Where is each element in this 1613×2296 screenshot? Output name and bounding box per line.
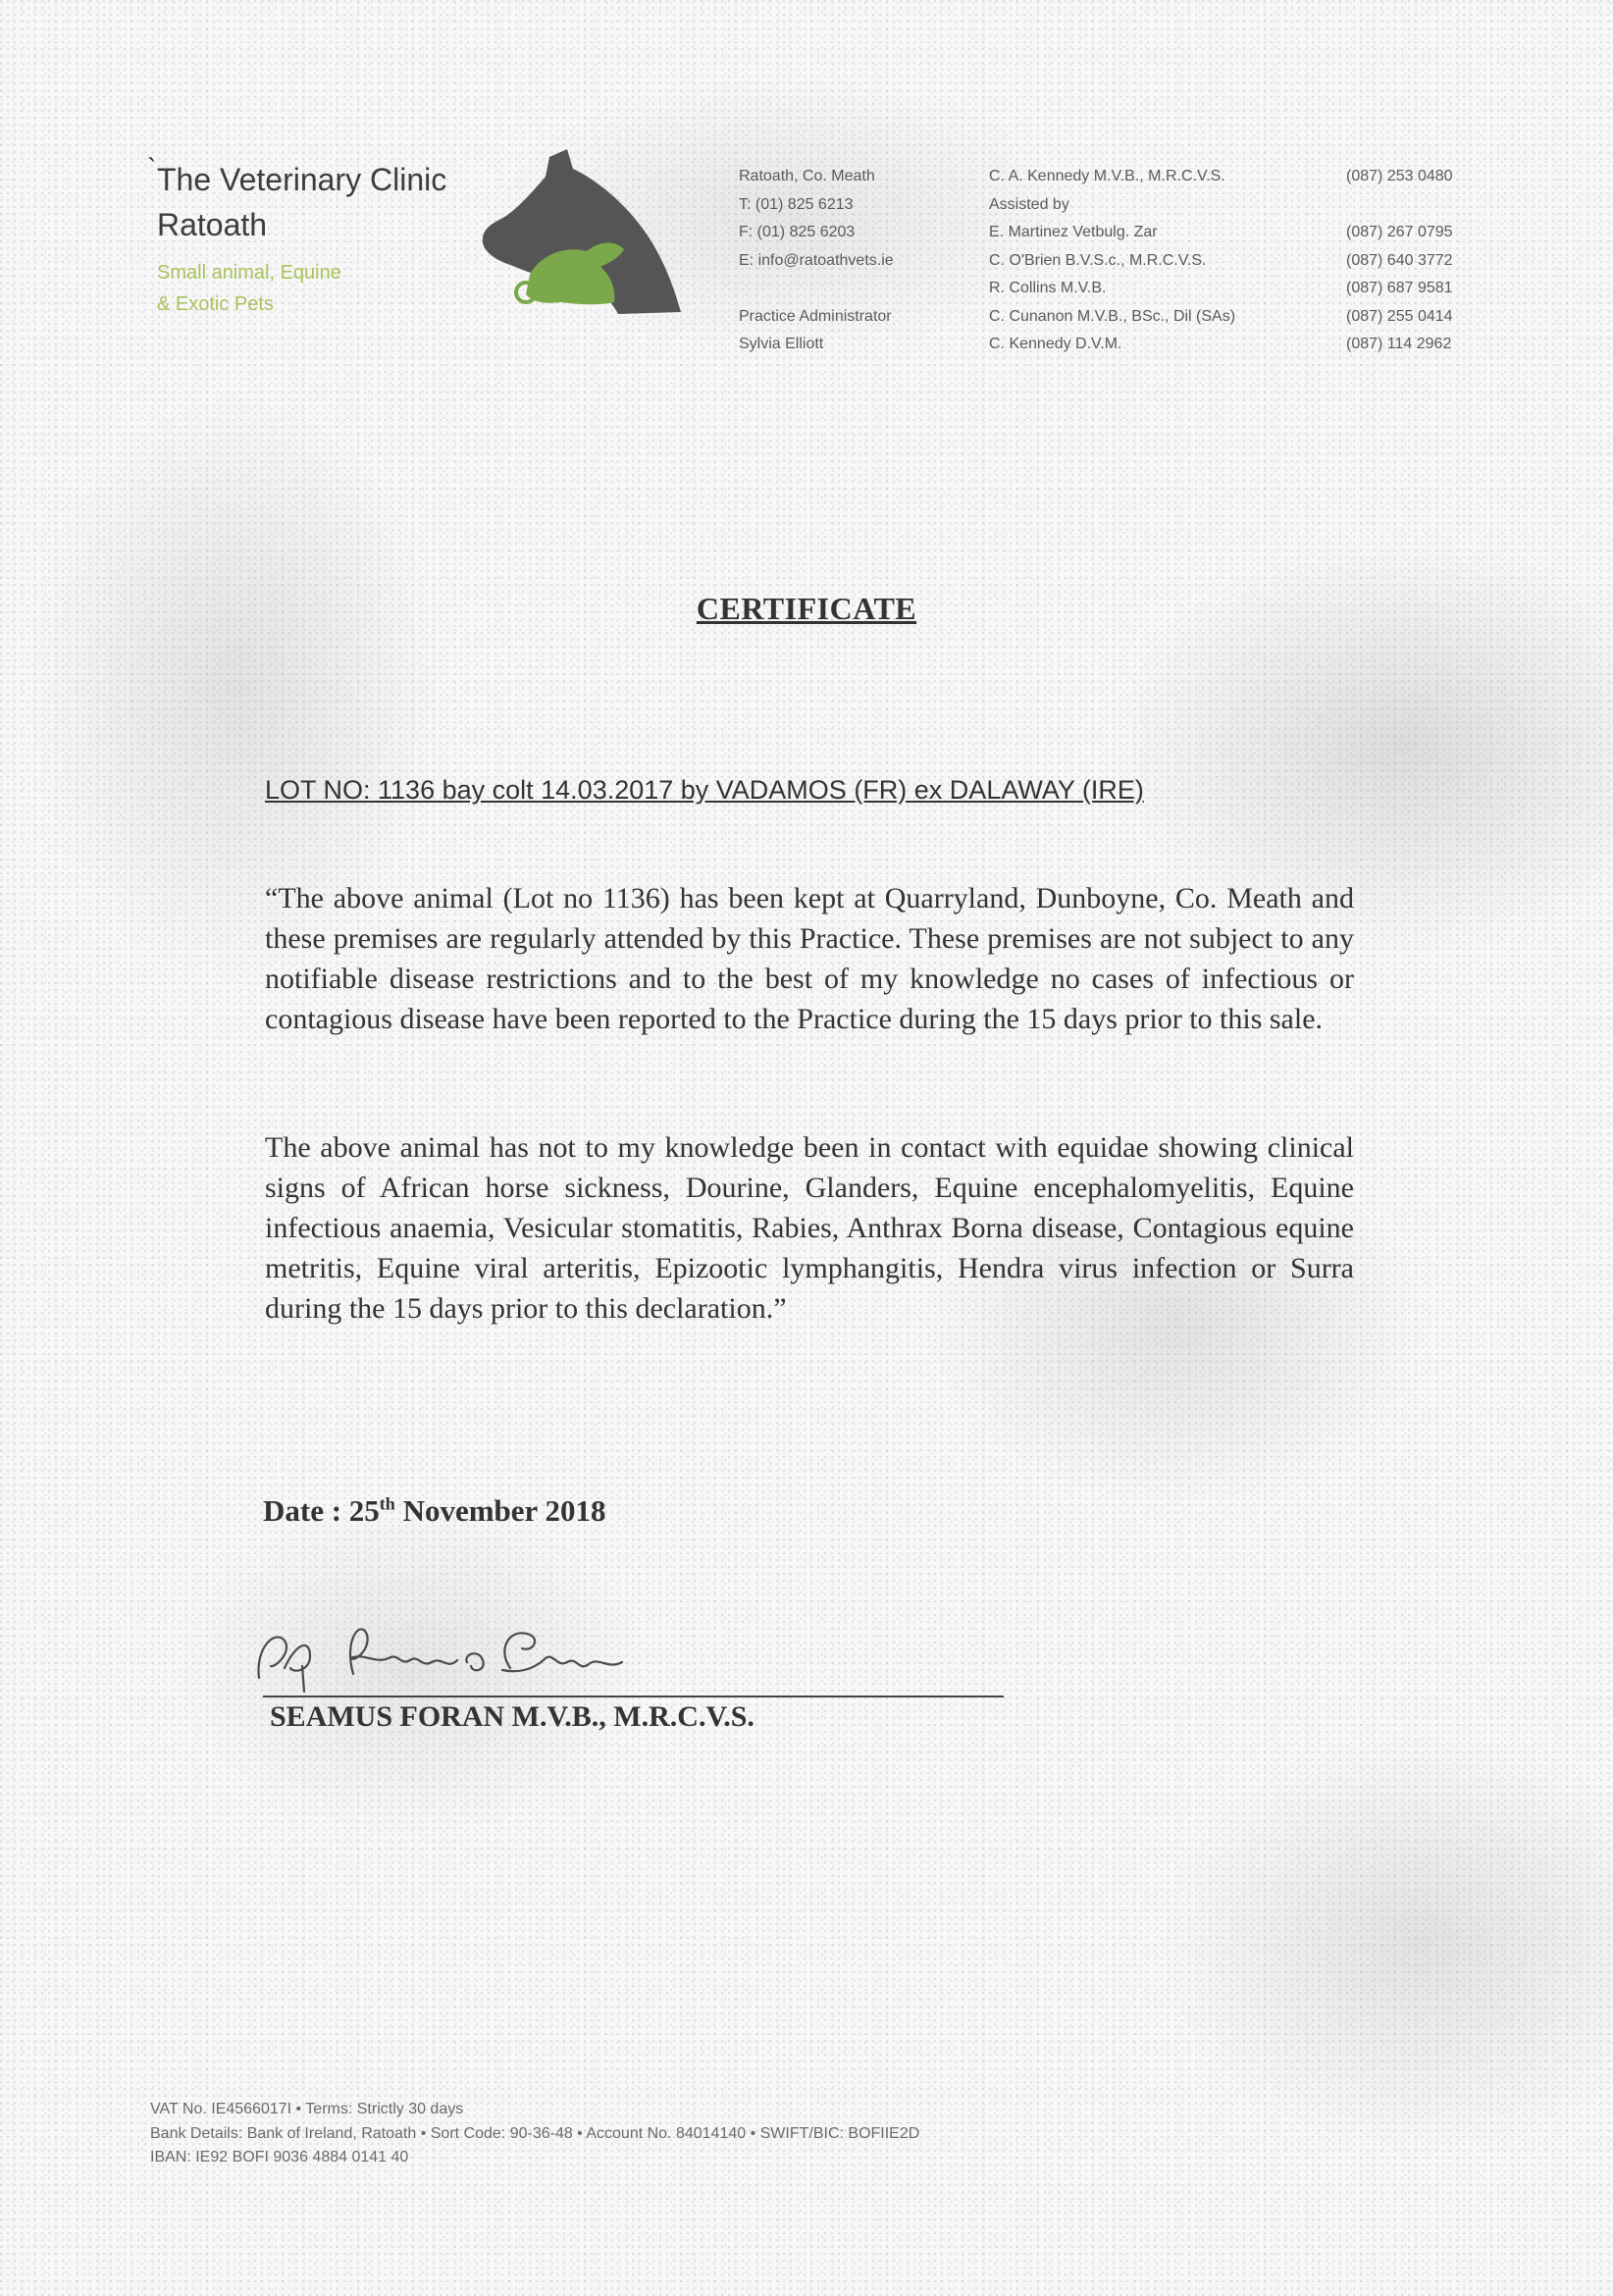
phone-line: T: (01) 825 6213: [739, 195, 854, 213]
fax-line: F: (01) 825 6203: [739, 224, 856, 240]
tagline-line2: & Exotic Pets: [157, 293, 274, 315]
vet-phone: (087) 267 0795: [1346, 224, 1453, 240]
tick-mark: `: [147, 153, 157, 183]
vet-phone: (087) 687 9581: [1346, 280, 1453, 296]
email-line: E: info@ratoathvets.ie: [739, 251, 894, 269]
vet-name: C. Kennedy D.V.M.: [989, 336, 1122, 352]
declaration-paragraph-2: The above animal has not to my knowledge been in contact with equidae showing clinical signs of African horse sickness, Dourine, Glanders, Equine encephalomyelitis, Equine infectious anaemia, Vesicular stomatitis, Rabies, Anthrax Borna disease, Contagious equine metritis, Equine viral arteritis, Epizootic lymphangitis, Hendra virus infection or Surra during the 15 days prior to this declaration.”: [265, 1131, 1354, 1325]
administrator-name: Sylvia Elliott: [739, 336, 824, 352]
tagline-line1: Small animal, Equine: [157, 262, 341, 284]
vet-name: C. A. Kennedy M.V.B., M.R.C.V.S.: [989, 168, 1225, 184]
footer-bank-line: Bank Details: Bank of Ireland, Ratoath • Sort Code: 90-36-48 • Account No. 84014140 • SWIFT/BIC: BOFIIE2D: [150, 2124, 920, 2142]
vet-name: C. O'Brien B.V.S.c., M.R.C.V.S.: [989, 251, 1207, 269]
vet-name: R. Collins M.V.B.: [989, 280, 1107, 296]
vet-phone: (087) 255 0414: [1346, 307, 1453, 325]
clinic-name: [157, 157, 446, 247]
certificate-date: [263, 1493, 605, 1529]
vet-name: E. Martinez Vetbulg. Zar: [989, 224, 1158, 240]
vet-phone: (087) 114 2962: [1346, 336, 1452, 352]
signature-stroke: [258, 1629, 622, 1692]
address-line: Ratoath, Co. Meath: [739, 168, 875, 184]
signatory-name: SEAMUS FORAN M.V.B., M.R.C.V.S.: [270, 1700, 754, 1733]
date-rest: November 2018: [394, 1493, 606, 1528]
vets-list: [989, 163, 1235, 359]
vets-phone-list: [1346, 163, 1453, 359]
assisted-by-label: Assisted by: [989, 195, 1069, 213]
clinic-name-line2: Ratoath: [157, 207, 268, 242]
vet-name: C. Cunanon M.V.B., BSc., Dil (SAs): [989, 307, 1236, 325]
vet-phone: (087) 640 3772: [1346, 251, 1453, 269]
lot-number-line: LOT NO: 1136 bay colt 14.03.2017 by VADAMOS (FR) ex DALAWAY (IRE): [265, 775, 1144, 805]
clinic-name-line1: The Veterinary Clinic: [157, 162, 447, 197]
footer-bank-details: [150, 2098, 919, 2170]
handwritten-signature: [245, 1609, 716, 1697]
clinic-tagline: [157, 257, 341, 320]
horse-cat-dog-logo-icon: [471, 147, 697, 324]
footer-vat-line: VAT No. IE4566017I • Terms: Strictly 30 days: [150, 2101, 464, 2117]
signature-rule: [263, 1696, 1004, 1697]
administrator-title: Practice Administrator: [739, 307, 892, 325]
clinic-address-block: [739, 163, 894, 359]
certificate-title: CERTIFICATE: [696, 591, 917, 626]
date-prefix: Date : 25: [263, 1493, 380, 1528]
date-ordinal-suffix: th: [379, 1493, 395, 1514]
declaration-paragraph-1: “The above animal (Lot no 1136) has been kept at Quarryland, Dunboyne, Co. Meath and these premises are regularly attended by this Practice. These premises are not subject to any notifiable disease restrictions and to the best of my knowledge no cases of infectious or contagious disease have been reported to the Practice during the 15 days prior to this sale.: [265, 882, 1354, 1035]
vet-phone: (087) 253 0480: [1346, 168, 1453, 184]
spacer-line: [739, 275, 894, 303]
vet-phone-spacer: [1346, 191, 1453, 220]
footer-iban-line: IBAN: IE92 BOFI 9036 4884 0141 40: [150, 2149, 409, 2166]
